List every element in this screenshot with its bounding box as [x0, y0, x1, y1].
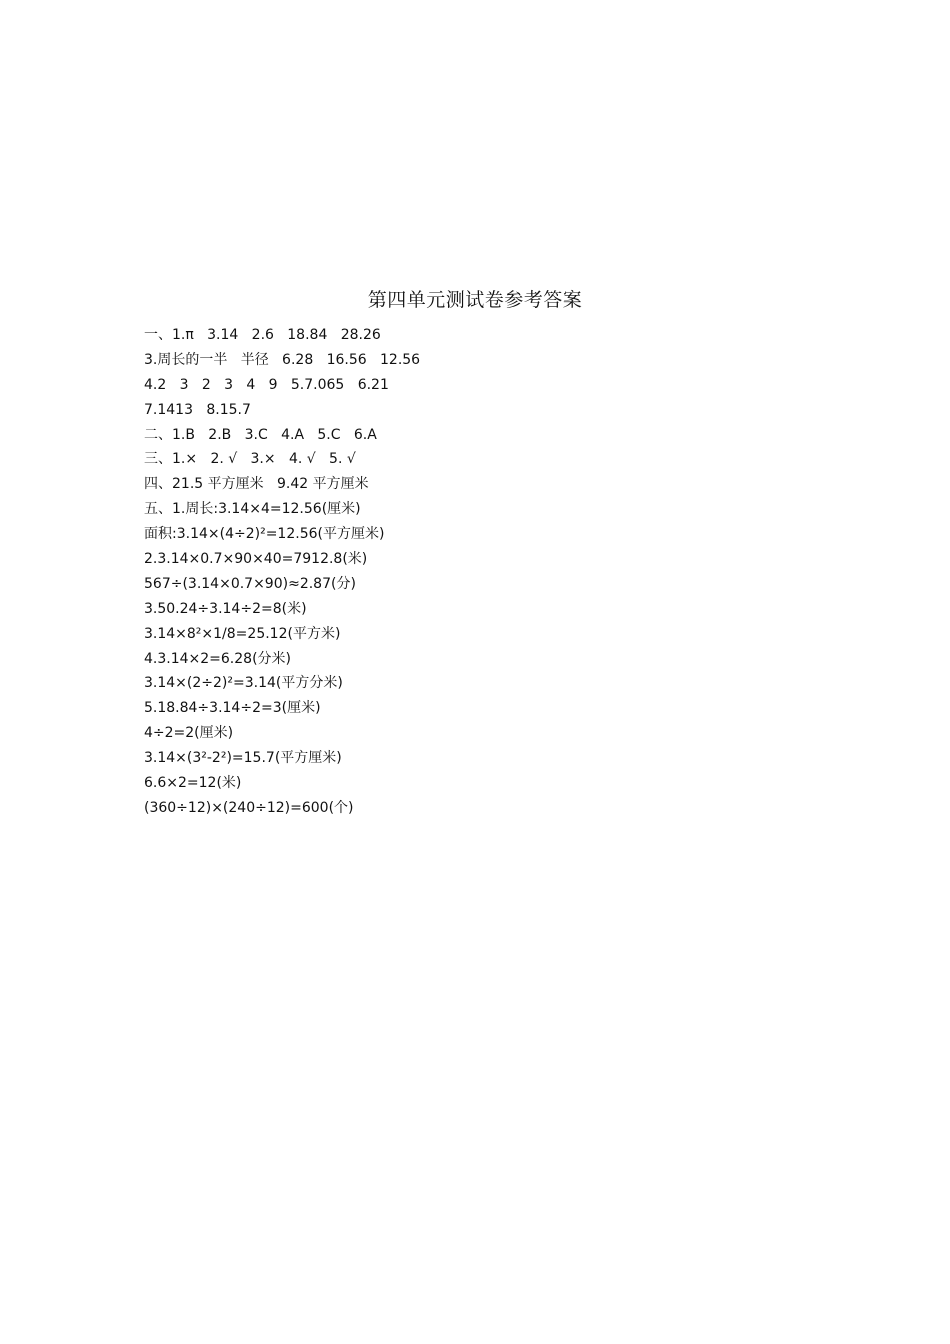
- answer-line-15: 3.14×(2÷2)²=3.14(平方分米): [144, 675, 343, 692]
- page-title: 第四单元测试卷参考答案: [367, 289, 583, 311]
- answer-line-10: 2.3.14×0.7×90×40=7912.8(米): [144, 551, 368, 568]
- answer-line-20: (360÷12)×(240÷12)=600(个): [144, 799, 354, 816]
- answer-line-2: 3.周长的一半 半径 6.28 16.56 12.56: [144, 351, 421, 368]
- answer-line-12: 3.50.24÷3.14÷2=8(米): [144, 600, 307, 617]
- answer-line-13: 3.14×8²×1/8=25.12(平方米): [144, 625, 341, 642]
- answer-line-14: 4.3.14×2=6.28(分米): [144, 650, 291, 667]
- answer-line-9: 面积:3.14×(4÷2)²=12.56(平方厘米): [144, 526, 385, 543]
- answer-line-4: 7.1413 8.15.7: [144, 401, 251, 418]
- answer-line-7: 四、21.5 平方厘米 9.42 平方厘米: [144, 476, 369, 493]
- answer-line-1: 一、1.π 3.14 2.6 18.84 28.26: [144, 327, 381, 343]
- answer-list: [144, 323, 804, 821]
- answer-line-18: 3.14×(3²-2²)=15.7(平方厘米): [144, 750, 342, 767]
- answer-line-3: 4.2 3 2 3 4 9 5.7.065 6.21: [144, 376, 389, 393]
- answer-line-6: 三、1.× 2. √ 3.× 4. √ 5. √: [144, 451, 356, 468]
- answer-line-19: 6.6×2=12(米): [144, 775, 242, 792]
- answer-line-17: 4÷2=2(厘米): [144, 725, 234, 742]
- answer-line-8: 五、1.周长:3.14×4=12.56(厘米): [144, 501, 361, 518]
- answer-line-11: 567÷(3.14×0.7×90)≈2.87(分): [144, 575, 356, 592]
- answer-line-16: 5.18.84÷3.14÷2=3(厘米): [144, 700, 321, 717]
- answer-line-5: 二、1.B 2.B 3.C 4.A 5.C 6.A: [144, 426, 377, 443]
